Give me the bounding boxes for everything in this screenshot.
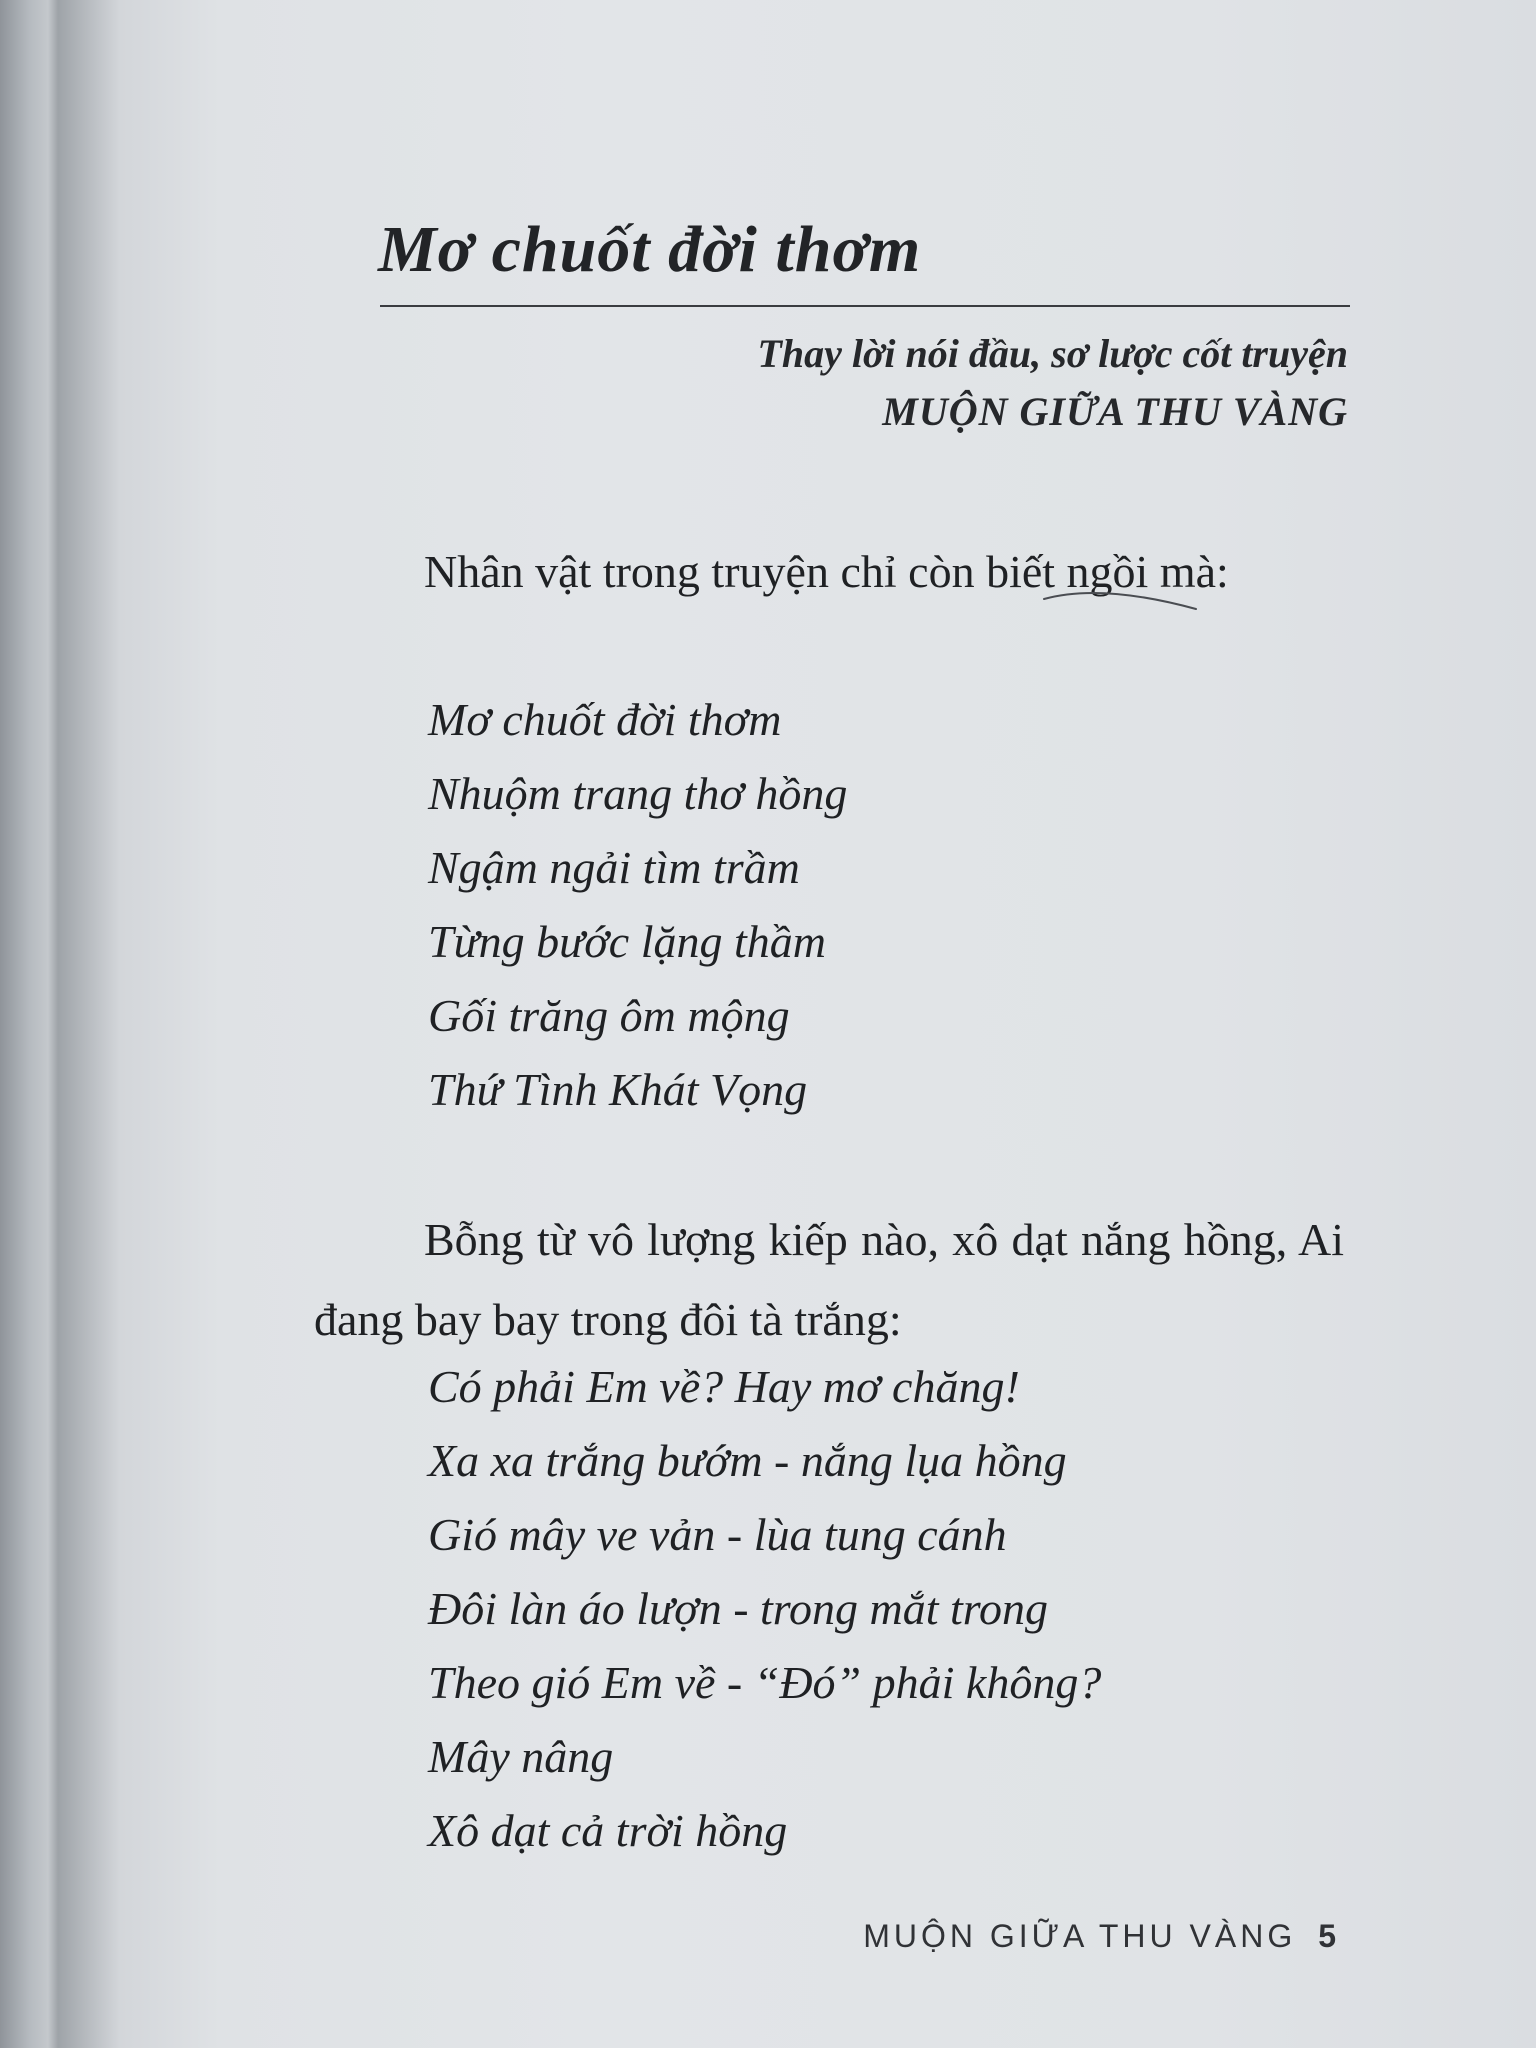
second-paragraph-text: Bỗng từ vô lượng kiếp nào, xô dạt nắng hồng, Ai đang bay bay trong đôi tà trắng: [314,1214,1344,1345]
verse-line: Xô dạt cả trời hồng [428,1805,788,1856]
page-title: Mơ chuốt đời thơm [378,213,922,286]
verse-line: Đôi làn áo lượn - trong mắt trong [428,1583,1048,1634]
verse-stanza-2 [428,1350,1101,1868]
verse-line: Ngậm ngải tìm trầm [428,842,800,893]
verse-line: Gió mây ve vản - lùa tung cánh [428,1509,1007,1560]
verse-line: Từng bước lặng thầm [428,916,827,967]
verse-stanza-1 [428,683,847,1127]
verse-line: Gối trăng ôm mộng [428,990,790,1041]
subtitle-book-title: MUỘN GIỮA THU VÀNG [882,389,1348,434]
intro-paragraph-text: Nhân vật trong truyện chỉ còn biết ngồi mà: [424,546,1229,597]
verse-line: Mây nâng [428,1731,614,1782]
page-number: 5 [1318,1918,1336,1954]
title-divider [380,305,1350,307]
footer-running-title: MUỘN GIỮA THU VÀNG [863,1918,1297,1954]
second-paragraph [314,1200,1344,1360]
subtitle: Thay lời nói đầu, sơ lược cốt truyện [757,331,1348,376]
verse-line: Nhuộm trang thơ hồng [428,768,848,819]
verse-line: Theo gió Em về - “Đó” phải không? [428,1657,1102,1708]
verse-line: Có phải Em về? Hay mơ chăng! [428,1361,1020,1412]
running-footer [863,1918,1336,1955]
pen-underline-mark [1040,585,1200,615]
verse-line: Mơ chuốt đời thơm [428,694,782,745]
verse-line: Thứ Tình Khát Vọng [428,1064,808,1115]
verse-line: Xa xa trắng bướm - nắng lụa hồng [428,1435,1067,1486]
